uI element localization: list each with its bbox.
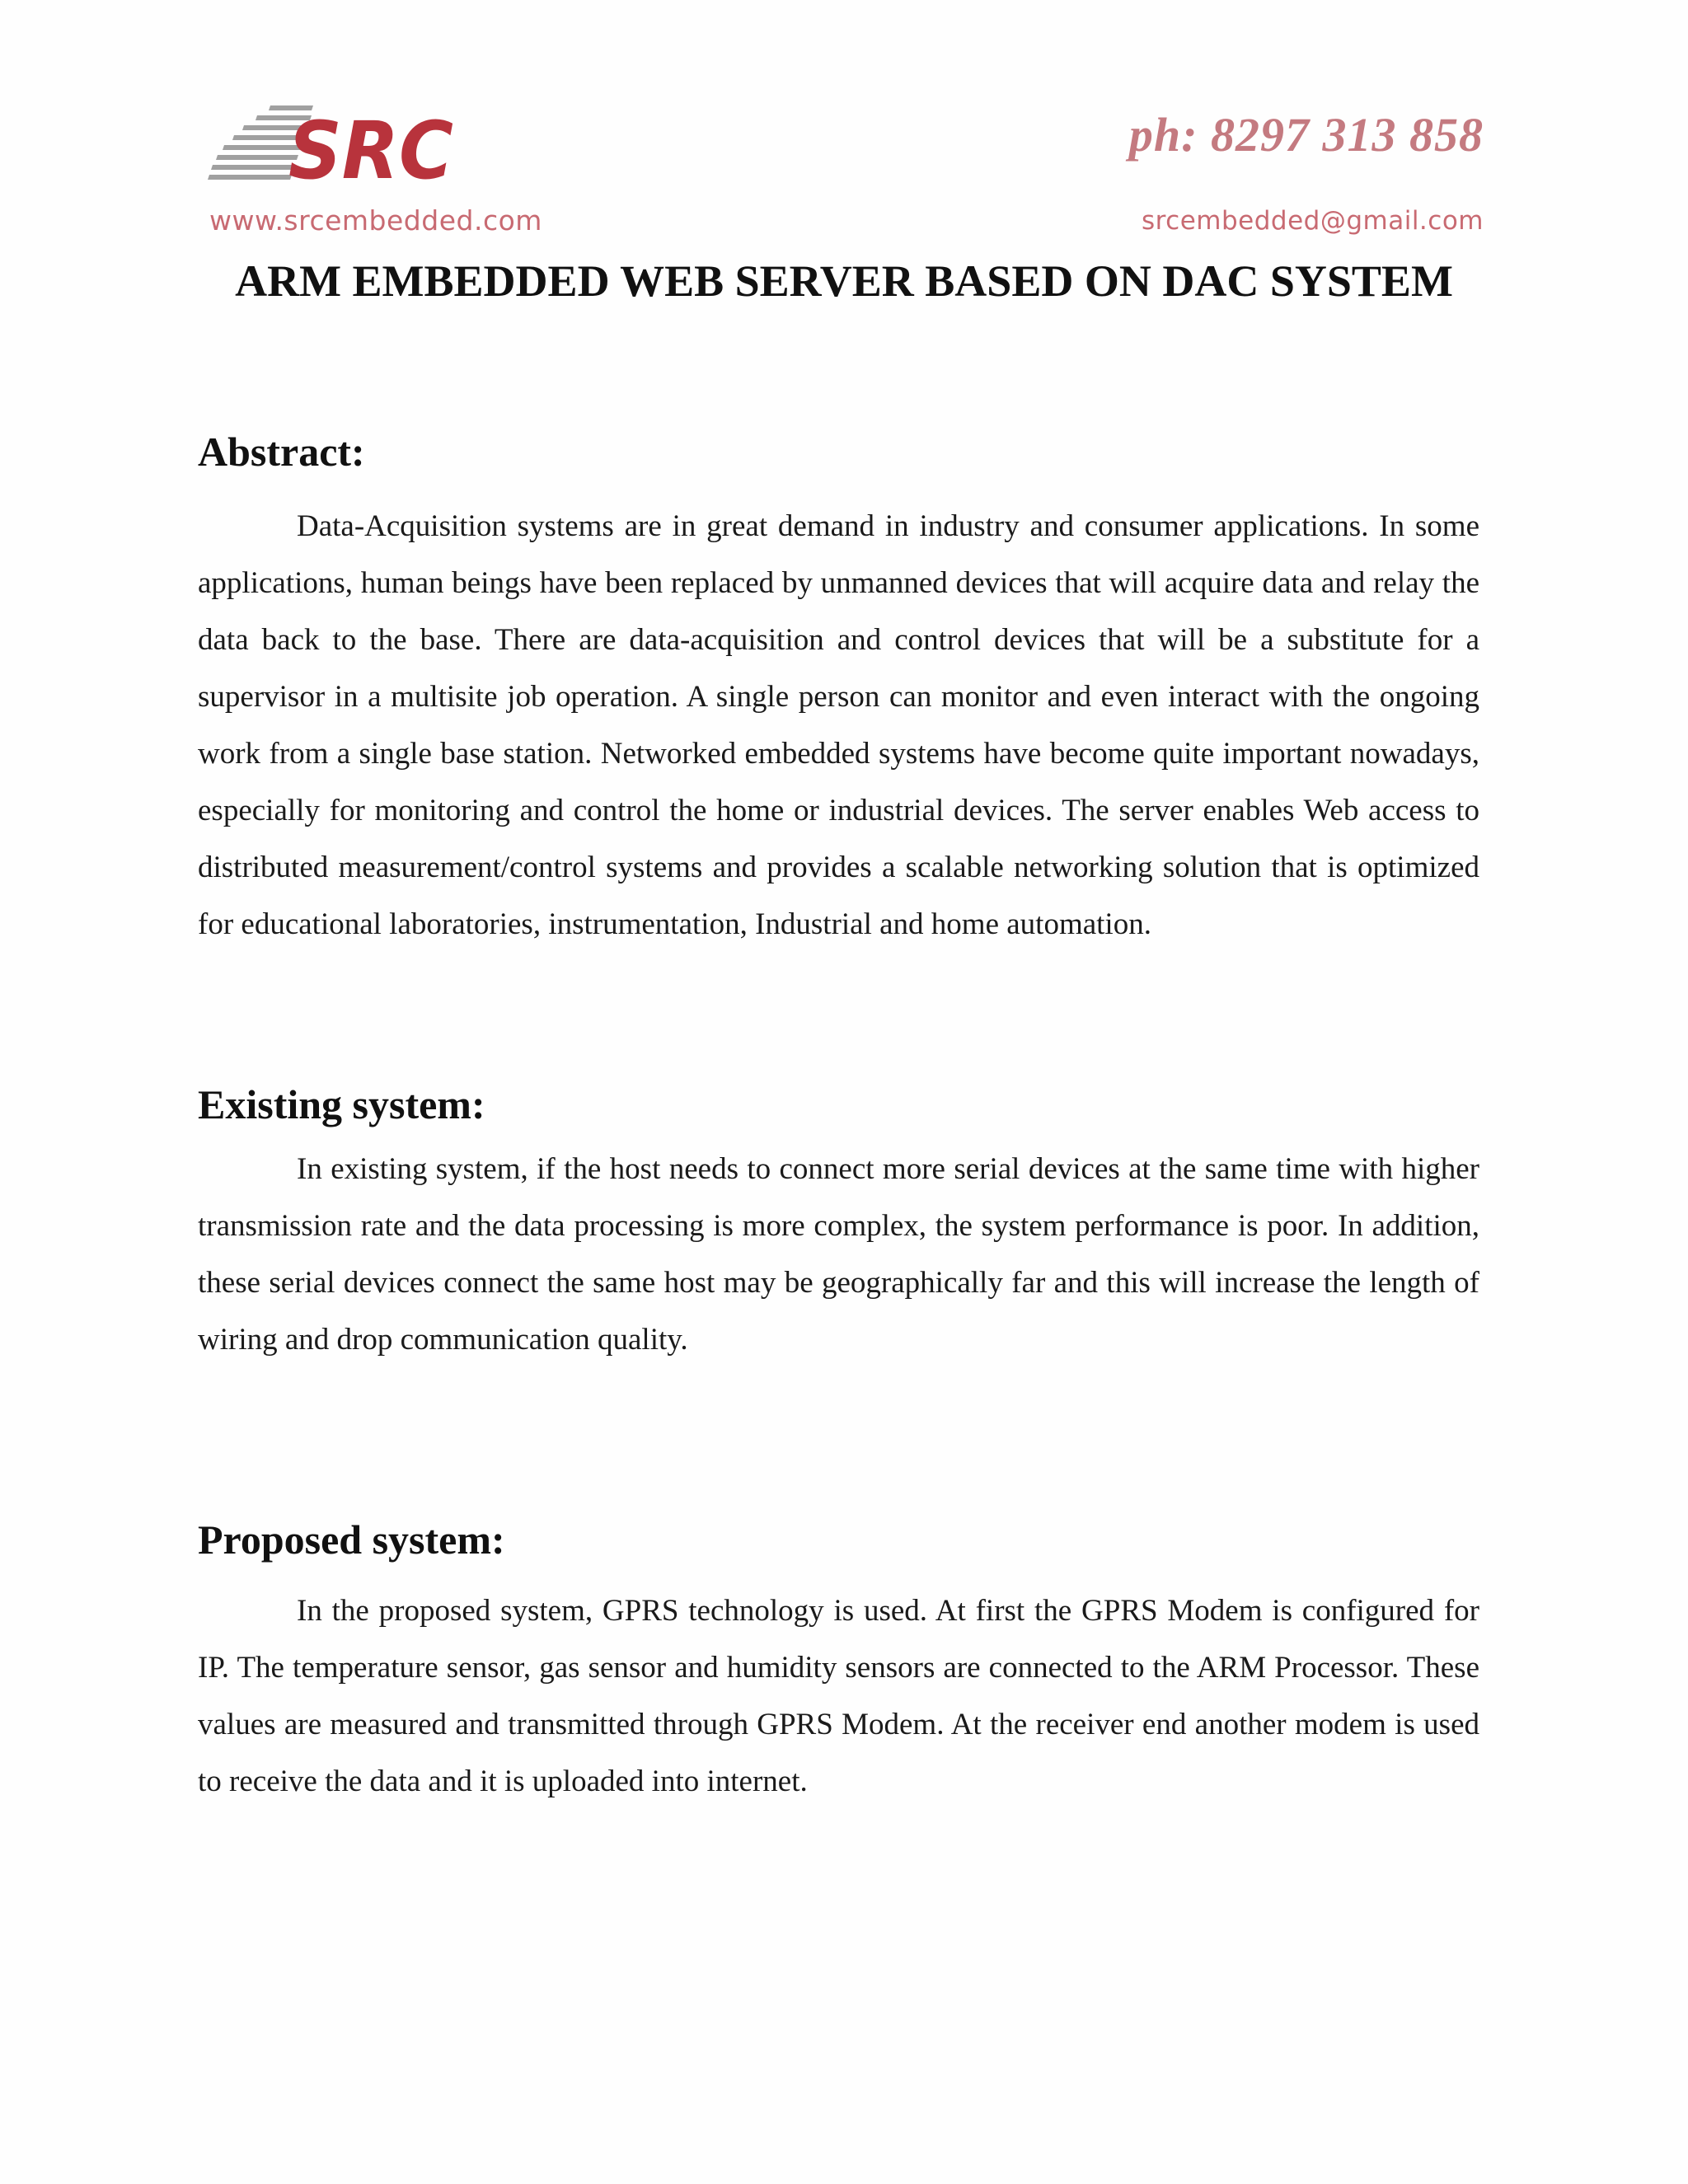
header-website[interactable]: www.srcembedded.com [209, 204, 542, 237]
section-heading: Abstract: [198, 429, 365, 475]
section-proposed-system [198, 1515, 1479, 1810]
section-abstract [198, 427, 1479, 953]
document-title: ARM EMBEDDED WEB SERVER BASED ON DAC SYSTEM [235, 256, 1453, 306]
section-body: Data-Acquisition systems are in great demand in industry and consumer applications. In some applications, human beings have been replaced by unmanned devices that will acquire data and relay the data back to the base. There are data-acquisition and control devices that will be a substitute for a supervisor in a multisite job operation. A single person can monitor and even interact with the ongoing work from a single base station. Networked embedded systems have become quite important nowadays, especially for monitoring and control the home or industrial devices. The server enables Web access to distributed measurement/control systems and provides a scalable networking solution that is optimized for educational laboratories, instrumentation, Industrial and home automation. [198, 509, 1479, 941]
section-existing-system [198, 1080, 1479, 1368]
src-logo [206, 99, 462, 190]
section-heading: Proposed system: [198, 1516, 505, 1563]
letterhead [198, 91, 1484, 255]
section-body: In existing system, if the host needs to connect more serial devices at the same time with higher transmission rate and the data processing is more complex, the system performance is poor. In addition, these serial devices connect the same host may be geographically far and this will increase the length of wiring and drop communication quality. [198, 1152, 1479, 1357]
section-body: In the proposed system, GPRS technology is used. At first the GPRS Modem is configured for IP. The temperature sensor, gas sensor and humidity sensors are connected to the ARM Processor. These values are measured and transmitted through GPRS Modem. At the receiver end another modem is used to receive the data and it is uploaded into internet. [198, 1594, 1479, 1798]
header-email[interactable]: srcembedded@gmail.com [1141, 206, 1484, 236]
logo-text: SRC [288, 105, 453, 190]
header-phone: ph: 8297 313 858 [1128, 108, 1484, 162]
section-heading: Existing system: [198, 1081, 485, 1127]
